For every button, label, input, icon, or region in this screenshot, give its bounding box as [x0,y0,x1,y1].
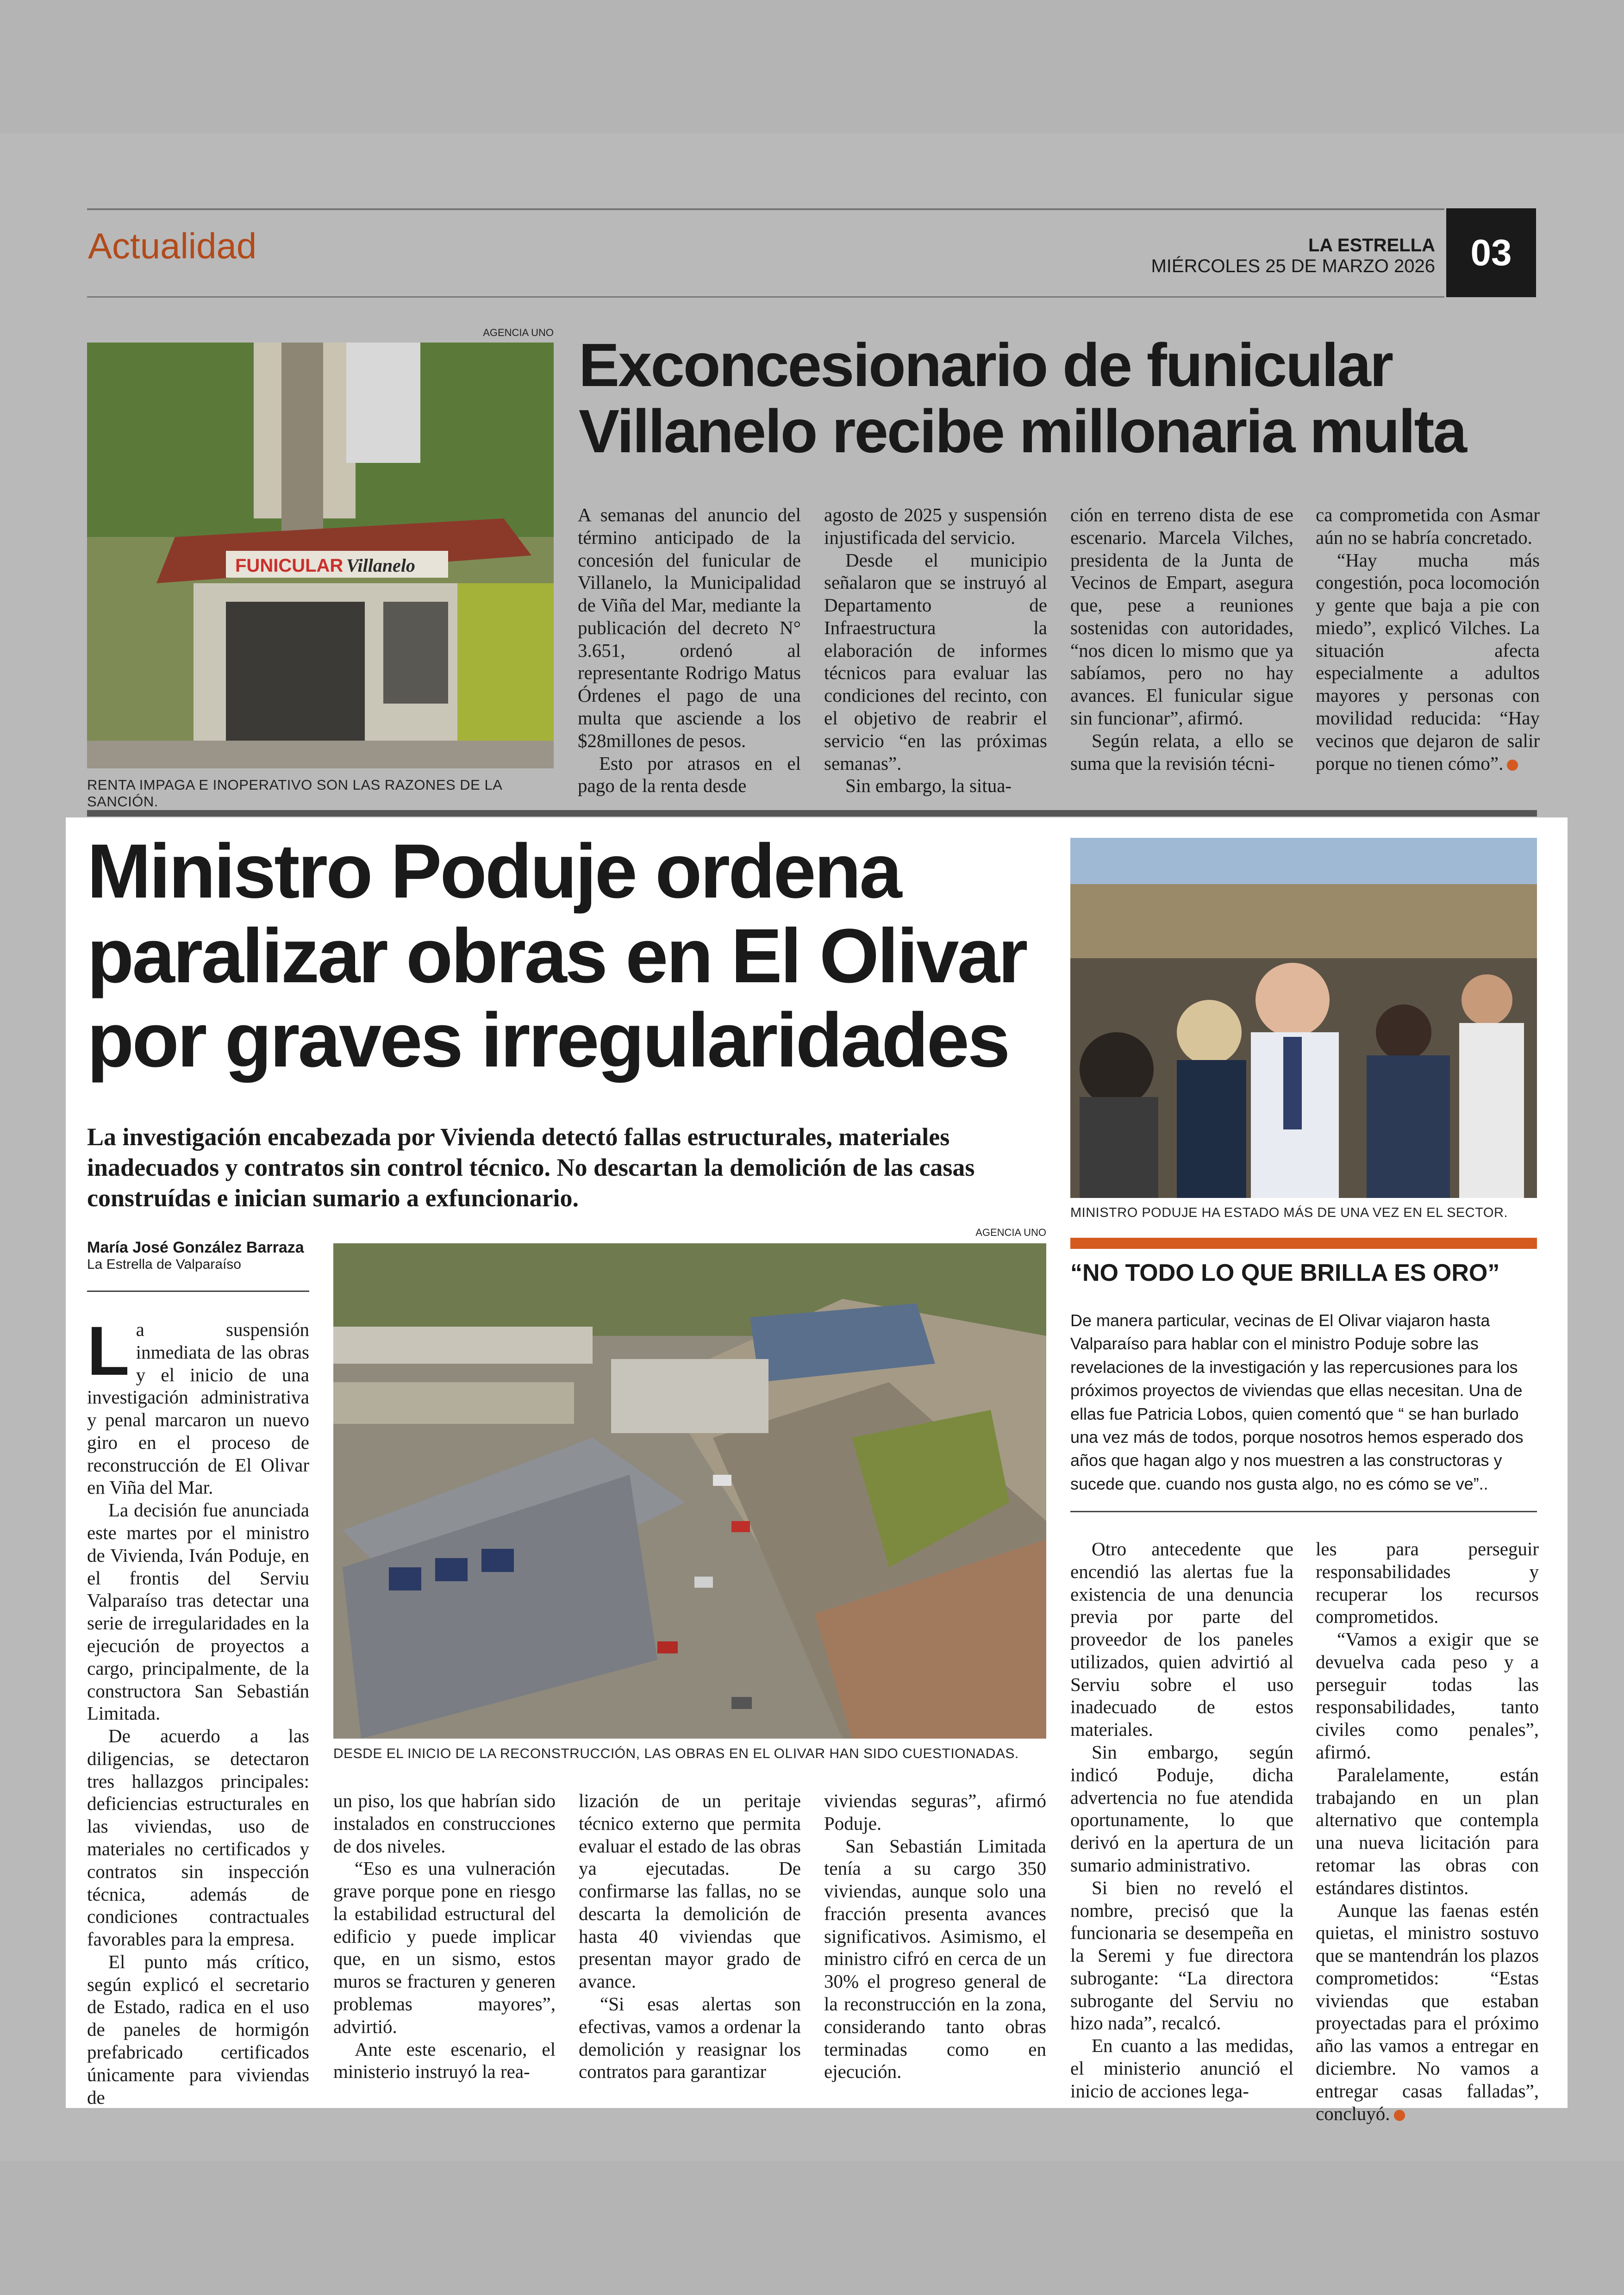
story2-column-2 [333,1790,556,2083]
headline [579,332,1505,464]
end-of-article-icon [1394,2110,1405,2121]
paragraph: Paralelamente, están trabajando en un plan alternativo que contempla una nueva licitación para retomar las obras con estándares distintos. [1316,1764,1539,1898]
paragraph: viviendas seguras”, afirmó Poduje. [824,1790,1046,1834]
side-photo-caption: MINISTRO PODUJE HA ESTADO MÁS DE UNA VEZ EN EL SECTOR. [1070,1205,1508,1220]
paragraph: La decisión fue anunciada este martes por el ministro de Vivienda, Iván Poduje, en el frontis del Serviu Valparaíso tras detectar una serie de irregularidades en la ejecución de proyectos a cargo, principalmente, de la constructora San Sebastián Limitada. [87,1499,309,1724]
section-label: Actualidad [88,225,257,266]
masthead [1065,235,1435,277]
headline-line-1: Exconcesionario de funicular [579,331,1393,399]
story1-column-4 [1316,504,1540,774]
photo-credit: AGENCIA UNO [483,327,554,338]
paragraph: Sin embargo, la situa- [845,775,1012,797]
paragraph: a suspensión inmediata de las obras y el inicio de una investigación administrativa y penal marcaron un nuevo giro en el proceso de reconstrucción de El Olivar en Viña del Mar. [87,1319,309,1498]
paragraph: “Eso es una vulneración grave porque pone en riesgo la estabilidad estructural del edificio y puede implicar que, en un sismo, estos muros se fracturen y generen problemas mayores”, advirtió. [333,1858,556,2037]
header-top-rule [87,208,1444,210]
story1-column-1 [578,504,801,797]
photo-caption: RENTA IMPAGA E INOPERATIVO SON LAS RAZONES DE LA SANCIÓN. [87,777,502,810]
paragraph: De acuerdo a las diligencias, se detectaron tres hallazgos principales: deficiencias estructurales en las viviendas, uso de materiales no certificados y contratos sin inspección técnica, además de condiciones contractuales favorables para la empresa. [87,1725,309,1950]
page-number: 03 [1446,208,1536,297]
story2-column-1 [87,1312,309,2108]
paragraph: A semanas del anuncio del término anticipado de la concesión del funicular de Villanelo, la Municipalidad de Viña del Mar, mediante la publicación del decreto N° 3.651, ordenó al representante Rodrigo Matus Órdenes el pago de una multa que asciende a los $28millones de pesos. [578,504,801,751]
paragraph: Otro antecedente que encendió las alertas fue la existencia de una denuncia previa por parte del proveedor de los paneles utilizados, quien advirtió al Serviu sobre el uso inadecuado de estos materiales. [1070,1538,1293,1740]
box-bottom-rule [1070,1511,1537,1512]
author: María José González Barraza [87,1239,304,1256]
headline-line-1: Ministro Poduje ordena [87,829,900,914]
villanelo-sign: Villanelo [346,555,415,576]
story2-column-3 [579,1790,801,2083]
story2-column-4 [824,1790,1046,2083]
paragraph: un piso, los que habrían sido instalados en construcciones de dos niveles. [333,1790,556,1857]
story-separator [87,810,1537,817]
paragraph: ca comprometida con Asmar aún no se habría concretado. [1316,504,1540,548]
drop-cap: L [87,1312,130,1390]
paragraph: “Hay mucha más congestión, poca locomoción y gente que baja a pie con miedo”, explicó Vilches. La situación afecta especialmente a adultos mayores y personas con movilidad reducida: “Hay vecinos que dejaron de salir porque no tienen cómo”. [1316,549,1540,774]
paragraph: Sin embargo, según indicó Poduje, dicha advertencia no fue atendida oportunamente, lo que derivó en la apertura de un sumario administrativo. [1070,1741,1293,1876]
paragraph: Aunque las faenas estén quietas, el ministro sostuvo que se mantendrán los plazos comprometidos: “Estas viviendas que estaban proyectadas para el próximo año las vamos a entregar en diciembre. No vamos a entregar casas falladas”, concluyó. [1316,1899,1539,2124]
paragraph: El punto más crítico, según explicó el secretario de Estado, radica en el uso de paneles de hormigón prefabricado certificados únicamente para viviendas de [87,1951,309,2108]
header-bottom-rule [87,296,1444,298]
headline-line-2: Villanelo recibe millonaria multa [579,397,1466,465]
story1-column-2 [824,504,1047,797]
paragraph: “Vamos a exigir que se devuelva cada peso y a perseguir todas las responsabilidades, tanto civiles como penales”, afirmó. [1316,1628,1539,1763]
main-photo-caption: DESDE EL INICIO DE LA RECONSTRUCCIÓN, LAS OBRAS EN EL OLIVAR HAN SIDO CUESTIONADAS. [333,1746,1019,1761]
paragraph: Esto por atrasos en el pago de la renta desde [578,752,801,797]
deck: La investigación encabezada por Vivienda detectó fallas estructurales, materiales inadecuados y contratos sin control técnico. No descartan la demolición de las casas construídas e inician sumario a exfuncionario. [87,1123,975,1212]
paragraph: lización de un peritaje técnico externo que permita evaluar el estado de las obras ya ejecutadas. De confirmarse las fallas, no se descarta la demolición de hasta 40 viviendas que presentan mayor grado de avance. [579,1790,801,1992]
paragraph: Ante este escenario, el ministerio instruyó la rea- [333,2038,556,2083]
funicular-sign: FUNICULAR [235,555,344,576]
story1-column-3 [1070,504,1293,774]
issue-date: MIÉRCOLES 25 DE MARZO 2026 [1151,256,1435,276]
box-text: De manera particular, vecinas de El Olivar viajaron hasta Valparaíso para hablar con el ministro Poduje sobre las revelaciones de la investigación y las repercusiones para los próximos proyectos de viviendas que ellas necesitan. Una de ellas fue Patricia Lobos, quien comentó que “ se han burlado una vez más de todos, porque nosotros hemos esperado dos años que hagan algo y nos muestren a las constructoras y sucede que. cuando nos gusta algo, no es cómo se ve”.. [1070,1311,1524,1493]
box-title: “NO TODO LO QUE BRILLA ES ORO” [1070,1260,1500,1286]
outlet: La Estrella de Valparaíso [87,1257,241,1272]
end-of-article-icon [1507,760,1518,771]
byline-rule [87,1291,309,1292]
paragraph: Según relata, a ello se suma que la revisión técni- [1070,730,1293,774]
main-headline [87,829,1059,1083]
headline-line-3: por graves irregularidades [87,998,1009,1084]
box-accent-bar [1070,1238,1537,1249]
paper-name: LA ESTRELLA [1308,235,1435,256]
headline-line-2: paralizar obras en El Olivar [87,913,1026,999]
story2-column-5 [1070,1538,1293,2102]
paragraph: Desde el municipio señalaron que se instruyó al Departamento de Infraestructura la elaboración de informes técnicos para evaluar las condiciones del recinto, con el objetivo de reabrir el servicio “en las próximas semanas”. [824,549,1047,774]
paragraph: San Sebastián Limitada tenía a su cargo 350 viviendas, aunque solo una fracción presenta avances significativos. Asimismo, el ministro cifró en cerca de un 30% el progreso general de la reconstrucción en la zona, considerando tanto obras terminadas como en ejecución. [824,1835,1046,2083]
funicular-photo [87,343,554,768]
paragraph: agosto de 2025 y suspensión injustificada del servicio. [824,504,1047,548]
construction-aerial-photo [333,1243,1046,1739]
byline [87,1239,319,1272]
paragraph: “Si esas alertas son efectivas, vamos a ordenar la demolición y reasignar los contratos para garantizar [579,1993,801,2083]
story2-column-6 [1316,1538,1539,2125]
paragraph: les para perseguir responsabilidades y recuperar los recursos comprometidos. [1316,1538,1539,1628]
minister-photo [1070,838,1537,1198]
paragraph: En cuanto a las medidas, el ministerio anunció el inicio de acciones lega- [1070,2035,1293,2102]
paragraph: ción en terreno dista de ese escenario. Marcela Vilches, presidenta de la Junta de Vecinos de Empart, asegura que, pese a reuniones sostenidas con autoridades, “nos dicen lo mismo que ya sabíamos, pero no hay avances. El funicular sigue sin funcionar”, afirmó. [1070,504,1293,729]
photo-credit: AGENCIA UNO [975,1227,1046,1238]
paragraph: Si bien no reveló el nombre, precisó que la funcionaria se desempeña en la Seremi y fue directora subrogante: “La directora subrogante del Serviu no hizo nada”, recalcó. [1070,1877,1293,2034]
